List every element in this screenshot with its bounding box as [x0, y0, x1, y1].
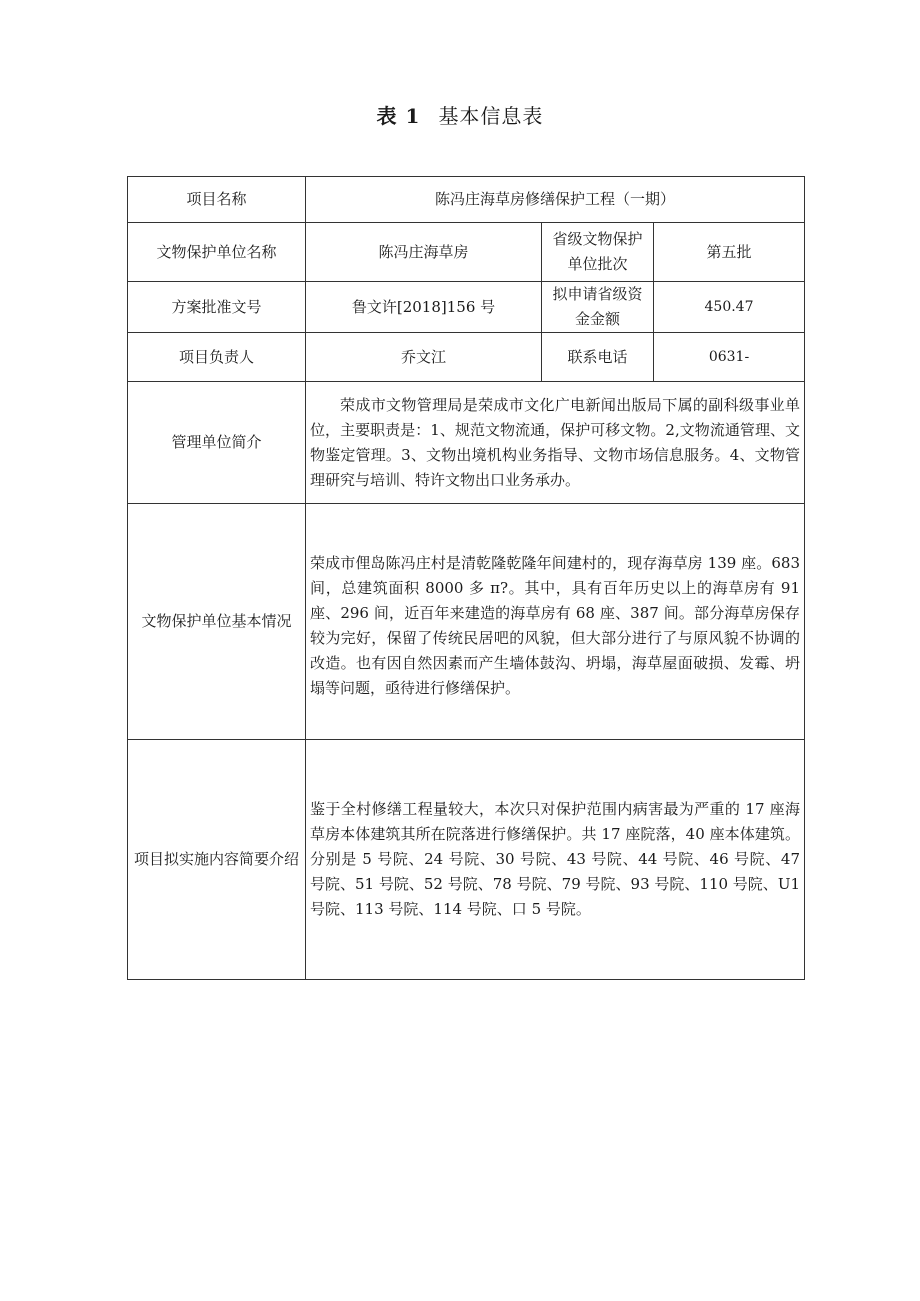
- plan-text: 鉴于全村修缮工程量较大，本次只对保护范围内病害最为严重的 17 座海草房本体建筑其所在院落进行修缮保护。共 17 座院落，40 座本体建筑。分别是 5 号院、24 号院、30 号院、43 号院、44 号院、46 号院、47 号院、51 号院、52 号院、78 号院、79 号院、93 号院、110 号院、U1 号院、113 号院、114 号院、口 5 号院。: [310, 800, 801, 918]
- funding-value: 450.47: [654, 282, 805, 333]
- management-intro: [306, 382, 805, 504]
- page-title: [0, 100, 920, 129]
- project-name-label: 项目名称: [128, 177, 306, 223]
- phone-label: 联系电话: [542, 333, 654, 382]
- table-row: [128, 504, 805, 740]
- basic-situation-label: 文物保护单位基本情况: [128, 504, 306, 740]
- unit-name-label: 文物保护单位名称: [128, 223, 306, 282]
- table-row: [128, 382, 805, 504]
- plan-intro: [306, 740, 805, 980]
- plan-label: 项目拟实施内容简要介绍: [128, 740, 306, 980]
- table-row: [128, 177, 805, 223]
- basic-situation: [306, 504, 805, 740]
- table-number: 表 1: [376, 104, 421, 128]
- management-label: 管理单位简介: [128, 382, 306, 504]
- basic-situation-text: 荣成市俚岛陈冯庄村是清乾隆乾隆年间建村的，现存海草房 139 座。683 间，总建筑面积 8000 多 π?。其中，具有百年历史以上的海草房有 91 座、296 间，近百年来建造的海草房有 68 座、387 间。部分海草房保存较为完好，保留了传统民居吧的风貌，但大部分进行了与原风貌不协调的改造。也有因自然因素而产生墙体鼓沟、坍塌，海草屋面破损、发霉、坍塌等问题，亟待进行修缮保护。: [310, 553, 801, 697]
- project-name-value: 陈冯庄海草房修缮保护工程（一期）: [306, 177, 805, 223]
- table-title: 基本信息表: [438, 104, 544, 128]
- table-row: [128, 282, 805, 333]
- leader-label: 项目负责人: [128, 333, 306, 382]
- table-row: [128, 740, 805, 980]
- table-row: [128, 333, 805, 382]
- batch-label: 省级文物保护单位批次: [542, 223, 654, 282]
- leader-value: 乔文江: [306, 333, 542, 382]
- approval-value: 鲁文许[2018]156 号: [306, 282, 542, 333]
- table-row: [128, 223, 805, 282]
- batch-value: 第五批: [654, 223, 805, 282]
- funding-label: 拟申请省级资金金额: [542, 282, 654, 333]
- phone-value: 0631-: [654, 333, 805, 382]
- approval-label: 方案批准文号: [128, 282, 306, 333]
- management-text: 荣成市文物管理局是荣成市文化广电新闻出版局下属的副科级事业单位，主要职责是：1、规范文物流通，保护可移文物。2,文物流通管理、文物鉴定管理。3、文物出境机构业务指导、文物市场信息服务。4、文物管理研究与培训、特许文物出口业务承办。: [310, 395, 801, 489]
- unit-name-value: 陈冯庄海草房: [306, 223, 542, 282]
- basic-info-table: [127, 176, 805, 980]
